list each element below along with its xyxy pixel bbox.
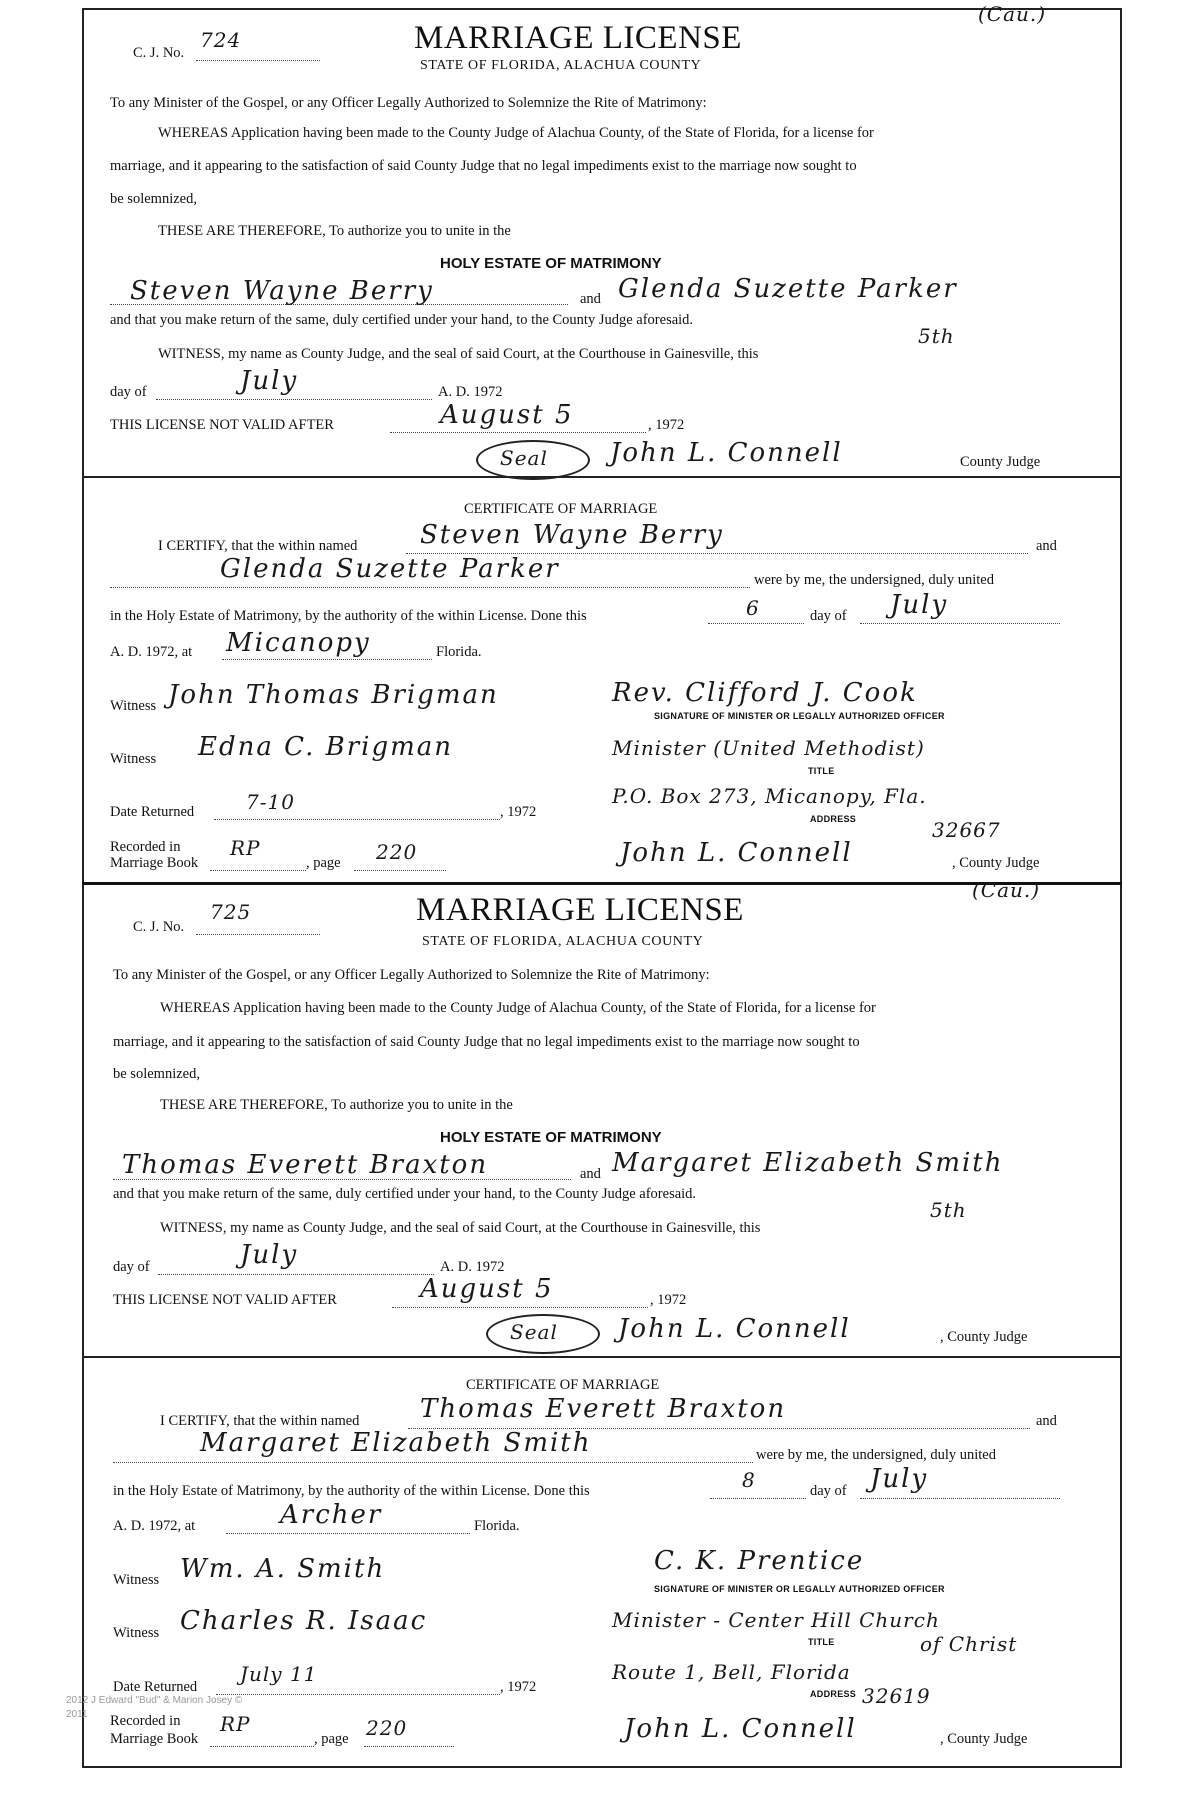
zip-code: 32667 [932,818,1001,842]
address-line: To any Minister of the Gospel, or any Officer Legally Authorized to Solemnize the Rite of Matrimony: [110,95,707,111]
copyright-watermark: 2012 J Edward "Bud" & Marion Josey © [66,1695,243,1706]
florida-label: Florida. [474,1518,520,1534]
done-month: July [890,590,949,620]
whereas-line-2: marriage, and it appearing to the satisfaction of said County Judge that no legal impediments exist to the marriage now sought to [113,1034,860,1050]
cert-groom: Thomas Everett Braxton [420,1394,787,1424]
cert-bride: Glenda Suzette Parker [220,554,560,584]
ad-year-label: A. D. 1972, at [110,644,193,660]
corner-note: (Cau.) [972,878,1041,902]
page-number: 220 [376,840,418,864]
done-day-line [710,1484,806,1499]
holy-estate-heading: HOLY ESTATE OF MATRIMONY [440,255,662,272]
certify-label: I CERTIFY, that the within named [160,1413,360,1429]
copyright-watermark-year: 2011 [66,1709,88,1720]
not-valid-label: THIS LICENSE NOT VALID AFTER [113,1292,337,1308]
cj-label: C. J. No. [133,919,185,935]
witness-day: 5th [930,1198,967,1222]
therefore-line: THESE ARE THEREFORE, To authorize you to unite in the [160,1097,513,1113]
cert-bride: Margaret Elizabeth Smith [200,1428,592,1458]
officiant-title: Minister - Center Hill Church [612,1608,940,1632]
license-subtitle: STATE OF FLORIDA, ALACHUA COUNTY [420,58,702,73]
and-label-2: and [1036,538,1057,554]
date-returned-label: Date Returned [113,1679,198,1695]
witness-1-label: Witness [110,698,157,714]
page-bottom-border [82,1766,1122,1768]
not-valid-date: August 5 [440,400,574,430]
license-title: MARRIAGE LICENSE [414,20,742,56]
whereas-line-1: WHEREAS Application having been made to the County Judge of Alachua County, of the State of Florida, for a license for [160,1000,876,1016]
county-judge-label: , County Judge [940,1329,1028,1345]
ad-label: A. D. 1972 [440,1259,505,1275]
book: RP [230,836,261,860]
officiant-signature: C. K. Prentice [654,1546,865,1576]
witness-day: 5th [918,324,955,348]
officiant-address: P.O. Box 273, Micanopy, Fla. [612,784,927,808]
license-separator [82,882,1122,885]
witness-2-label: Witness [110,751,157,767]
done-month: July [870,1464,929,1494]
judge-signature: John L. Connell [618,1314,851,1344]
witness-2: Edna C. Brigman [198,732,454,762]
recorded-label-1: Recorded in [110,839,181,855]
recorded-county-judge: , County Judge [952,855,1040,871]
bride-name: Margaret Elizabeth Smith [612,1148,1004,1178]
witness-1-label: Witness [113,1572,160,1588]
certificate-title: CERTIFICATE OF MARRIAGE [464,501,658,517]
not-valid-year: , 1972 [648,417,685,433]
florida-label: Florida. [436,644,482,660]
day-of-label: day of [110,384,147,400]
section-divider [82,476,1122,478]
date-returned: 7-10 [246,790,295,814]
cert-groom: Steven Wayne Berry [420,520,724,550]
witness-2-label: Witness [113,1625,160,1641]
return-text: and that you make return of the same, duly certified under your hand, to the County Judge aforesaid. [113,1186,697,1202]
page-label: , page [306,855,341,871]
seal-label: Seal [500,446,548,470]
witness-text: WITNESS, my name as County Judge, and the seal of said Court, at the Courthouse in Gainesville, this [158,346,759,362]
title-caption: TITLE [808,1637,835,1647]
holy-estate-heading: HOLY ESTATE OF MATRIMONY [440,1129,662,1146]
license-title: MARRIAGE LICENSE [416,892,744,928]
month: July [240,1240,299,1270]
officiant-address: Route 1, Bell, Florida [612,1660,851,1684]
address-caption: ADDRESS [810,1689,857,1699]
united-text: were by me, the undersigned, duly united [754,572,994,588]
date-returned-label: Date Returned [110,804,195,820]
holy-done-text: in the Holy Estate of Matrimony, by the authority of the within License. Done this [113,1483,590,1499]
page-top-border [82,8,1122,10]
section-divider [82,1356,1122,1358]
recorded-judge-signature: John L. Connell [624,1714,857,1744]
license-subtitle: STATE OF FLORIDA, ALACHUA COUNTY [422,934,704,949]
cj-label: C. J. No. [133,45,185,61]
groom-name: Steven Wayne Berry [130,276,434,306]
not-valid-date: August 5 [420,1274,554,1304]
day-of-2: day of [810,608,847,624]
day-of-label: day of [113,1259,150,1275]
witness-text: WITNESS, my name as County Judge, and the seal of said Court, at the Courthouse in Gainesville, this [160,1220,761,1236]
officiant-signature: Rev. Clifford J. Cook [612,678,918,708]
officiant-title: Minister (United Methodist) [612,736,925,760]
whereas-line-2: marriage, and it appearing to the satisfaction of said County Judge that no legal impediments exist to the marriage now sought to [110,158,857,174]
title-caption: TITLE [808,766,835,776]
witness-2: Charles R. Isaac [180,1606,428,1636]
cj-number: 724 [200,28,242,52]
done-day: 8 [742,1468,756,1492]
place: Micanopy [226,628,371,658]
whereas-line-1: WHEREAS Application having been made to the County Judge of Alachua County, of the State of Florida, for a license for [158,125,874,141]
and-label-2: and [1036,1413,1057,1429]
book: RP [220,1712,251,1736]
recorded-label-2: Marriage Book [110,855,199,871]
recorded-label-1: Recorded in [110,1713,181,1729]
not-valid-year: , 1972 [650,1292,687,1308]
page-label: , page [314,1731,349,1747]
and-label: and [580,1166,601,1182]
zip-code: 32619 [862,1684,931,1708]
groom-name: Thomas Everett Braxton [122,1150,489,1180]
bride-name: Glenda Suzette Parker [618,274,958,304]
month: July [240,366,299,396]
address-line: To any Minister of the Gospel, or any Officer Legally Authorized to Solemnize the Rite of Matrimony: [113,967,710,983]
day-of-2: day of [810,1483,847,1499]
date-returned-year: , 1972 [500,804,537,820]
date-returned: July 11 [240,1662,318,1686]
witness-1: Wm. A. Smith [180,1554,386,1584]
date-returned-year: , 1972 [500,1679,537,1695]
whereas-line-3: be solemnized, [113,1066,200,1082]
county-judge-label: County Judge [960,454,1041,470]
page-number: 220 [366,1716,408,1740]
return-text: and that you make return of the same, duly certified under your hand, to the County Judge aforesaid. [110,312,694,328]
certify-label: I CERTIFY, that the within named [158,538,358,554]
ad-label: A. D. 1972 [438,384,503,400]
holy-done-text: in the Holy Estate of Matrimony, by the authority of the within License. Done this [110,608,587,624]
cj-number: 725 [210,900,252,924]
address-caption: ADDRESS [810,814,857,824]
ad-year-label: A. D. 1972, at [113,1518,196,1534]
united-text: were by me, the undersigned, duly united [756,1447,996,1463]
and-label: and [580,291,601,307]
judge-signature: John L. Connell [610,438,843,468]
sig-caption: SIGNATURE OF MINISTER OR LEGALLY AUTHORIZED OFFICER [654,711,945,721]
recorded-county-judge: , County Judge [940,1731,1028,1747]
done-day: 6 [746,596,760,620]
certificate-title: CERTIFICATE OF MARRIAGE [466,1377,660,1393]
not-valid-label: THIS LICENSE NOT VALID AFTER [110,417,334,433]
witness-1: John Thomas Brigman [168,680,499,710]
recorded-judge-signature: John L. Connell [620,838,853,868]
whereas-line-3: be solemnized, [110,191,197,207]
corner-note: (Cau.) [978,2,1047,26]
recorded-label-2: Marriage Book [110,1731,199,1747]
officiant-title-2: of Christ [920,1632,1018,1656]
therefore-line: THESE ARE THEREFORE, To authorize you to unite in the [158,223,511,239]
place: Archer [280,1500,383,1530]
sig-caption: SIGNATURE OF MINISTER OR LEGALLY AUTHORIZED OFFICER [654,1584,945,1594]
seal-label: Seal [510,1320,558,1344]
